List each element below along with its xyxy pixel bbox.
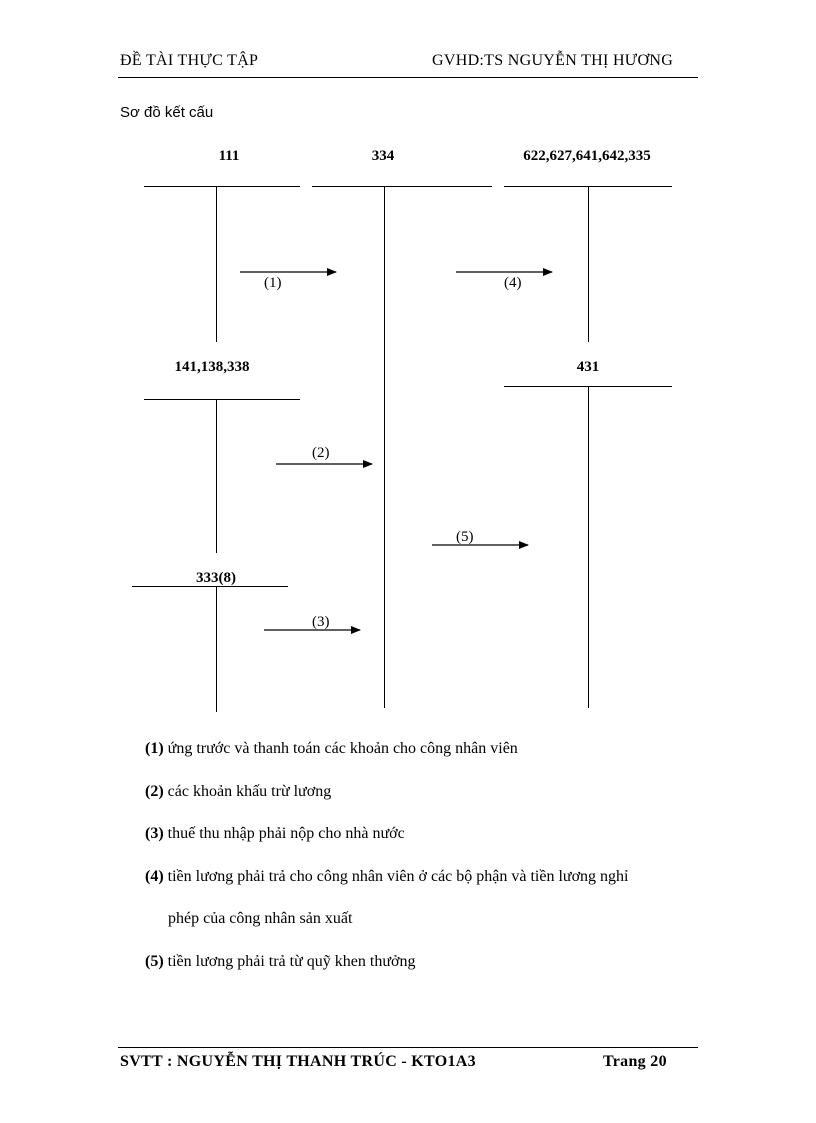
arrow-2-label: (2) (312, 445, 330, 461)
footer-rule (118, 1047, 698, 1048)
footer-student: SVTT : NGUYỄN THỊ THANH TRÚC - KTO1A3 (120, 1053, 476, 1070)
note-2-text: các khoản khấu trừ lương (167, 783, 332, 800)
note-5-text: tiền lương phải trả từ quỹ khen thưởng (167, 953, 416, 970)
account-141-label: 141,138,338 (174, 359, 250, 375)
diagram-subtitle: Sơ đồ kết cấu (120, 104, 214, 121)
note-4-continued (168, 910, 352, 928)
header-supervisor: GVHD:TS NGUYỄN THỊ HƯƠNG (432, 52, 674, 69)
note-4 (145, 868, 628, 886)
note-4-continued-text: phép của công nhân sản xuất (168, 910, 353, 927)
note-1-number: (1) (145, 740, 164, 757)
note-4-text: tiền lương phải trả cho công nhân viên ở các bộ phận và tiền lương nghỉ (167, 868, 629, 885)
account-334-label: 334 (371, 148, 395, 164)
account-622-label: 622,627,641,642,335 (523, 148, 651, 164)
note-2 (145, 783, 331, 801)
arrow-3-label: (3) (312, 614, 330, 630)
account-333-label: 333(8) (196, 570, 236, 586)
arrow-4-label: (4) (504, 275, 522, 291)
note-3-number: (3) (145, 825, 164, 842)
arrow-1-label: (1) (264, 275, 282, 291)
account-111-label: 111 (218, 148, 240, 164)
footer-page-number: Trang 20 (603, 1053, 667, 1070)
account-431-label: 431 (576, 359, 600, 375)
header-title: ĐỀ TÀI THỰC TẬP (120, 52, 259, 69)
note-5-number: (5) (145, 953, 164, 970)
note-1-text: ứng trước và thanh toán các khoản cho công nhân viên (167, 740, 518, 757)
note-2-number: (2) (145, 783, 164, 800)
note-3-text: thuế thu nhập phải nộp cho nhà nước (167, 825, 405, 842)
note-5 (145, 953, 415, 971)
note-1 (145, 740, 518, 758)
arrow-5-label: (5) (456, 529, 474, 545)
note-3 (145, 825, 405, 843)
note-4-number: (4) (145, 868, 164, 885)
